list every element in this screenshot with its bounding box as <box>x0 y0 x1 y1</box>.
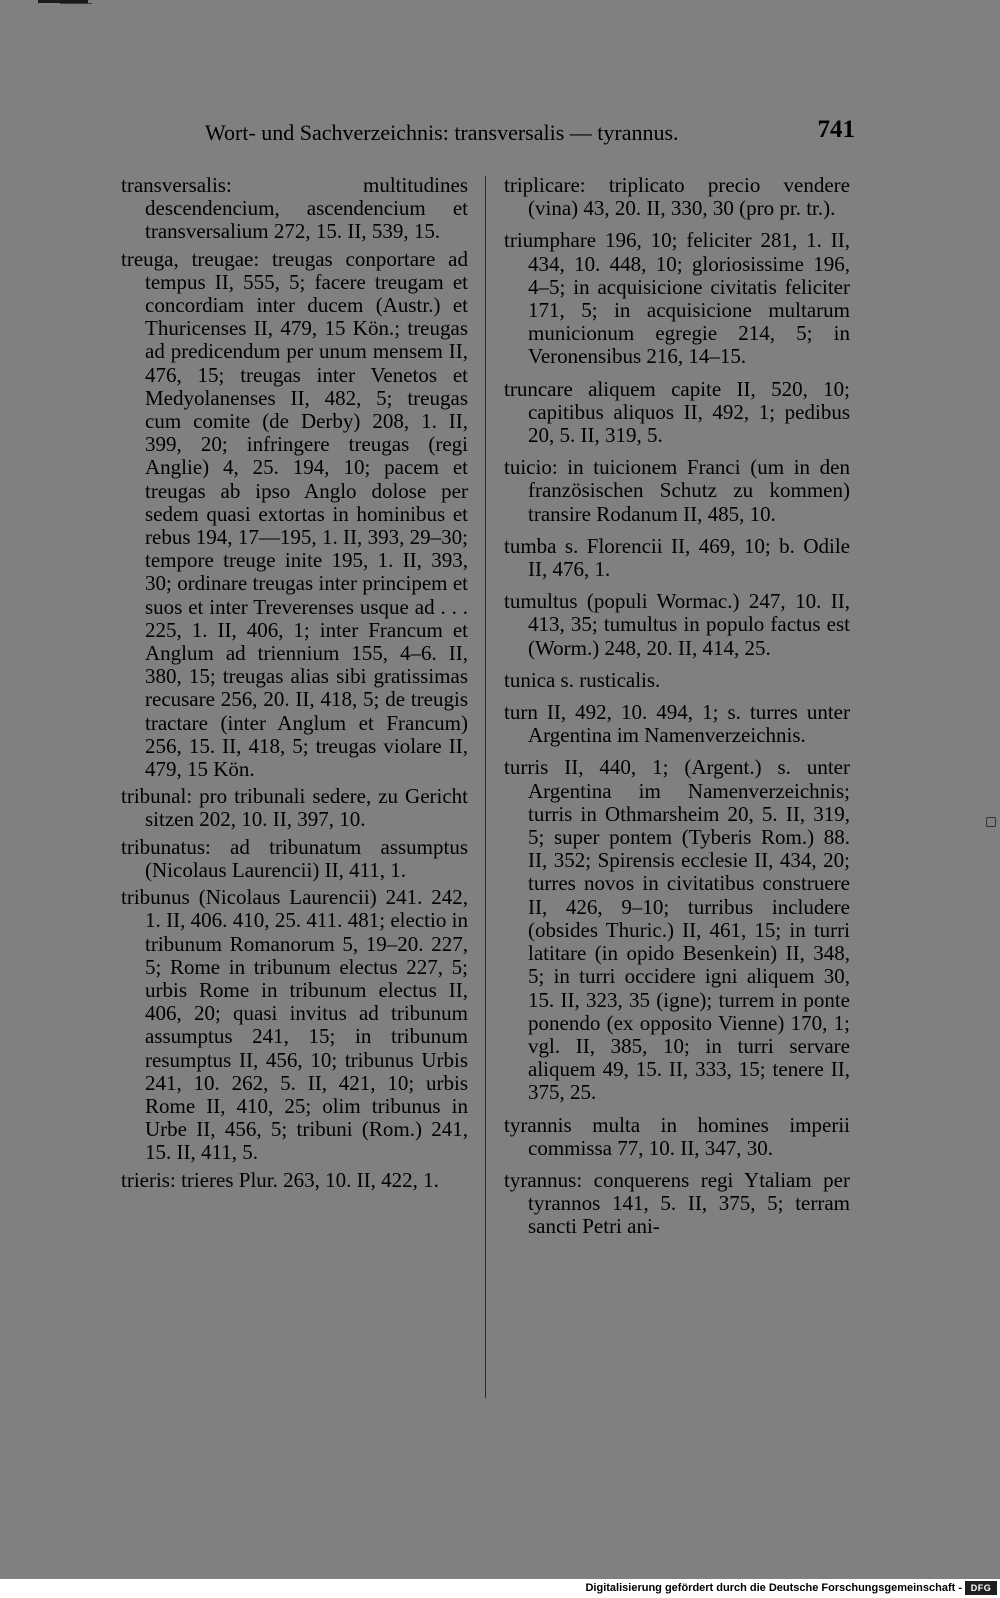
index-entry-tunica: tunica s. rusticalis. <box>504 667 661 692</box>
margin-marker-icon <box>986 817 996 827</box>
index-entry-tumultus: tumultus (populi Wormac.) 247, 10. II, 413, 35; tumultus in populo factus est (Worm.) 248, 20. II, 414, 25. <box>504 589 850 660</box>
header-title: Wort- und Sachverzeichnis: transversalis — tyrannus. <box>205 120 679 145</box>
index-entry-treuga: treuga, treugae: treugas conportare ad tempus II, 555, 5; facere treugam et concordiam inter ducem (Austr.) et Thuricenses II, 479, 15 Kön.; treugas ad predicendum per unum mensem II, 476, 15; treugas inter Venetos et Medyolanenses II, 482, 5; treugas cum comite (de Derby) 208, 1. II, 399, 20; infringere treugas (regi Anglie) 4, 25. 194, 10; pacem et treugas ab ipso Anglo dolose per sedem quasi extortas in hominibus et rebus 194, 17—195, 1. II, 393, 29–30; tempore treuge inite 195, 1. II, 393, 30; ordinare treugas inter principem et suos et inter Treverenses usque ad . . . 225, 1. II, 406, 1; inter Francum et Anglum ad triennium 155, 4–6. II, 380, 15; treugas alias sibi gratissimas recusare 256, 20. II, 418, 5; de treugis tractare (inter Anglum et Francum) 256, 15. II, 418, 5; treugas violare II, 479, 15 Kön. <box>121 246 468 782</box>
index-entry-tribunal: tribunal: pro tribunali sedere, zu Gericht sitzen 202, 10. II, 397, 10. <box>121 784 468 832</box>
funding-notice: Digitalisierung gefördert durch die Deutsche Forschungsgemeinschaft - <box>585 1582 962 1594</box>
column-divider <box>485 176 486 1398</box>
index-entry-turn: turn II, 492, 10. 494, 1; s. turres unter Argentina im Namenverzeichnis. <box>504 700 850 748</box>
index-entry-tribunatus: tribunatus: ad tribunatum assumptus (Nicolaus Laurencii) II, 411, 1. <box>121 834 468 882</box>
index-entry-transversalis: transversalis: multitudines descendencium, ascendencium et transversalium 272, 15. II, 539, 15. <box>121 173 468 244</box>
index-entry-triumphare: triumphare 196, 10; feliciter 281, 1. II, 434, 10. 448, 10; gloriosissime 196, 4–5; in acquisicione civitatis feliciter 171, 5; in acquisicione multarum municionum egregie 214, 5; in Veronensibus 216, 14–15. <box>504 228 850 369</box>
dfg-logo-icon: DFG <box>965 1581 997 1595</box>
index-entry-tyrannus: tyrannus: conquerens regi Ytaliam per tyrannos 141, 5. II, 375, 5; terram sancti Petri ani- <box>504 1167 850 1239</box>
left-column <box>121 174 468 1196</box>
index-entry-tribunus: tribunus (Nicolaus Laurencii) 241. 242, 1. II, 406. 410, 25. 411. 481; electio in tribunum Romanorum 5, 19–20. 227, 5; Rome in tribunum electus 227, 5; urbis Rome in tribunum electus II, 406, 20; quasi invitus ad tribunum assumptus 241, 15; in tribunum resumptus II, 456, 10; tribunus Urbis 241, 10. 262, 5. II, 421, 10; urbis Rome II, 410, 25; olim tribunus in Urbe II, 456, 5; tribuni (Rom.) 241, 15. II, 411, 5. <box>121 885 468 1165</box>
index-entry-trieris: trieris: trieres Plur. 263, 10. II, 422, 1. <box>121 1167 439 1192</box>
running-header <box>205 116 855 150</box>
index-entry-triplicare: triplicare: triplicato precio vendere (vina) 43, 20. II, 330, 30 (pro pr. tr.). <box>504 173 850 221</box>
index-entry-tuicio: tuicio: in tuicionem Franci (um in den französischen Schutz zu kommen) transire Rodanum II, 485, 10. <box>504 455 850 526</box>
index-entry-truncare: truncare aliquem capite II, 520, 10; capitibus aliquos II, 492, 1; pedibus 20, 5. II, 319, 5. <box>504 376 850 448</box>
index-entry-tyrannis: tyrannis multa in homines imperii commissa 77, 10. II, 347, 30. <box>504 1112 850 1160</box>
right-column <box>504 174 850 1248</box>
index-entry-tumba: tumba s. Florencii II, 469, 10; b. Odile II, 476, 1. <box>504 533 850 582</box>
index-entry-turris: turris II, 440, 1; (Argent.) s. unter Argentina im Namenverzeichnis; turris in Othmarsheim 20, 5. II, 319, 5; super pontem (Tyberis Rom.) 88. II, 352; Spirensis ecclesie II, 434, 20; turres novos in civitatibus construere II, 426, 9–10; turribus includere (obsides Thuric.) II, 461, 15; in turri latitare (in opido Besenkein) II, 348, 5; in turri occidere igni aliquem 30, 15. II, 323, 35 (igne); turrem in ponte ponendo (ex opposito Vienne) 170, 1; vgl. II, 385, 10; in turri servare aliquem 49, 15. II, 333, 15; tenere II, 375, 25. <box>504 755 850 1105</box>
digitization-footer <box>0 1579 1000 1598</box>
scan-edge-mark-secondary <box>60 3 92 4</box>
page-number: 741 <box>817 116 855 143</box>
